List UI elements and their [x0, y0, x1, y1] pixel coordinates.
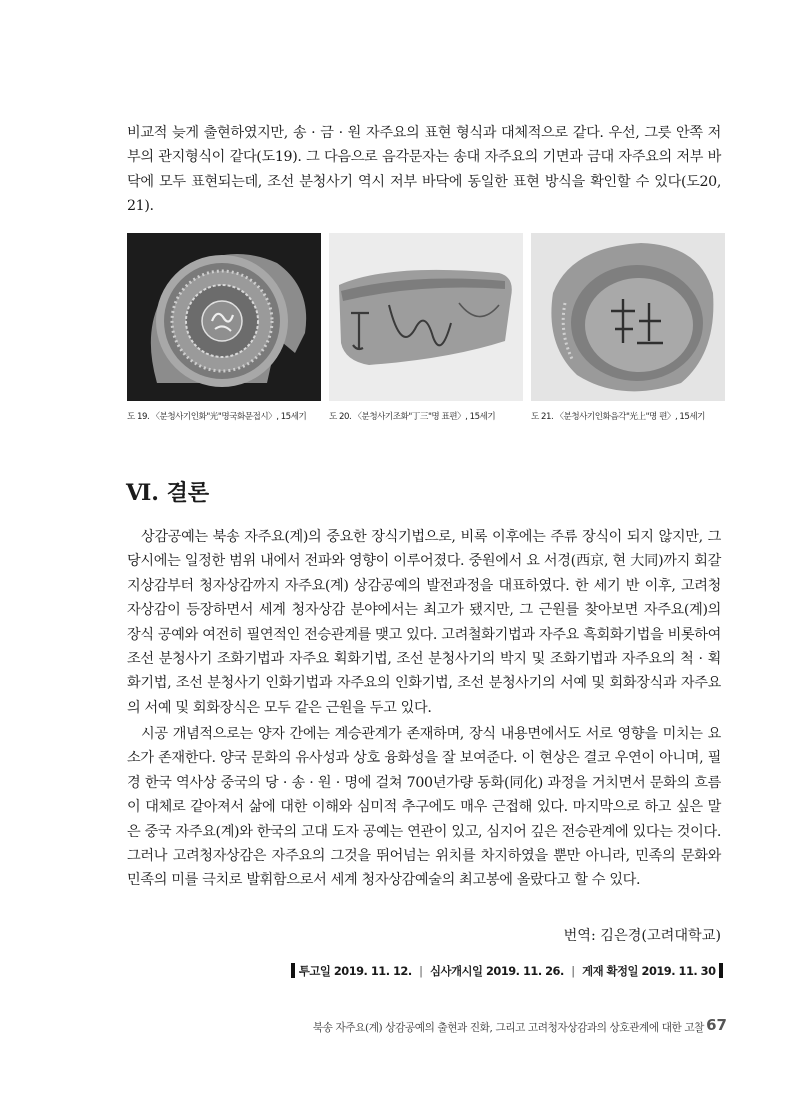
- figure-21-caption: 도 21. 〈분청사기인화음각"光上"명 편〉, 15세기: [531, 412, 705, 422]
- figure-20-photo: [329, 233, 523, 401]
- figure-20-caption: 도 20. 〈분청사기조화"丁三"명 표편〉, 15세기: [329, 412, 496, 422]
- submitted-date: 2019. 11. 12.: [333, 964, 412, 978]
- body-paragraph-conclusion-1: 상감공예는 북송 자주요(계)의 중요한 장식기법으로, 비록 이후에는 주류 장식이 되지 않지만, 그 당시에는 일정한 범위 내에서 전파와 영향이 이루어졌다. 중원에서 요 서경(西京, 현 大同)까지 회갈지상감부터 청자상감까지 자주요(계) 상감공예의 발전과정을 대표하였다. 한 세기 반 이후, 고려청자상감이 등장하면서 세계 청자상감 분야에서는 최고가 됐지만, 그 근원를 찾아보면 자주요(계)의 장식 공예와 여전히 필연적인 전승관계를 맺고 있다. 고려철화기법과 자주요 흑회화기법을 비롯하여 조선 분청사기 조화기법과 자주요 획화기법, 조선 분청사기의 박지 및 조화기법과 자주요의 척 · 획화기법, 조선 분청사기 인화기법과 자주요의 인화기법, 조선 분청사기의 서예 및 회화장식과 자주요의 서예 및 회화장식은 모두 같은 근원을 두고 있다.: [127, 529, 721, 716]
- figure-19-photo: [127, 233, 321, 401]
- publication-dates: [291, 963, 723, 979]
- page-number: 67: [706, 1016, 727, 1034]
- separator: |: [571, 964, 575, 978]
- figure-19-caption: 도 19. 〈분청사기인화"光"명국화문접시〉, 15세기: [127, 412, 307, 422]
- review-date: 2019. 11. 26.: [485, 964, 564, 978]
- submitted-label: 투고일: [298, 964, 331, 978]
- body-paragraph-conclusion-2: 시공 개념적으로는 양자 간에는 계승관계가 존재하며, 장식 내용면에서도 서로 영향을 미치는 요소가 존재한다. 양국 문화의 유사성과 상호 융화성을 잘 보여준다. 이 현상은 결코 우연이 아니며, 필경 한국 역사상 중국의 당 · 송 · 원 · 명에 걸쳐 700년가량 동화(同化) 과정을 거치면서 문화의 흐름이 대체로 같아져서 삶에 대한 이해와 심미적 추구에도 매우 근접해 있다. 마지막으로 하고 싶은 말은 중국 자주요(계)와 한국의 고대 도자 공예는 연관이 있고, 심지어 깊은 전승관계에 있다는 것이다. 그러나 고려청자상감은 자주요의 그것을 뛰어넘는 위치를 차지하였을 뿐만 아니라, 민족의 문화와 민족의 미를 극치로 발휘함으로서 세계 청자상감예술의 최고봉에 올랐다고 할 수 있다.: [127, 726, 721, 889]
- separator: |: [419, 964, 423, 978]
- body-paragraph-intro: 비교적 늦게 출현하였지만, 송 · 금 · 원 자주요의 표현 형식과 대체적으로 같다. 우선, 그릇 안쪽 저부의 관지형식이 같다(도19). 그 다음으로 음각문자는 송대 자주요의 기면과 금대 자주요의 저부 바닥에 모두 표현되는데, 조선 분청사기 역시 저부 바닥에 동일한 표현 방식을 확인할 수 있다(도20, 21).: [127, 125, 721, 215]
- review-label: 심사개시일: [429, 964, 483, 978]
- bowl-base-photo-icon: [531, 233, 725, 401]
- section-heading: Ⅵ. 결론: [126, 480, 210, 506]
- sherd-incised-photo-icon: [329, 233, 523, 401]
- right-bar-divider: [719, 963, 723, 978]
- left-bar-divider: [291, 963, 295, 978]
- accepted-date: 2019. 11. 30: [641, 964, 716, 978]
- accepted-label: 게재 확정일: [582, 964, 639, 978]
- figure-21-photo: [531, 233, 725, 401]
- translator-credit: 번역: 김은경(고려대학교): [563, 928, 721, 944]
- stamped-dish-photo-icon: [127, 233, 321, 401]
- running-title: 북송 자주요(계) 상감공예의 출현과 진화, 그리고 고려청자상감과의 상호관계에 대한 고찰: [312, 1022, 704, 1034]
